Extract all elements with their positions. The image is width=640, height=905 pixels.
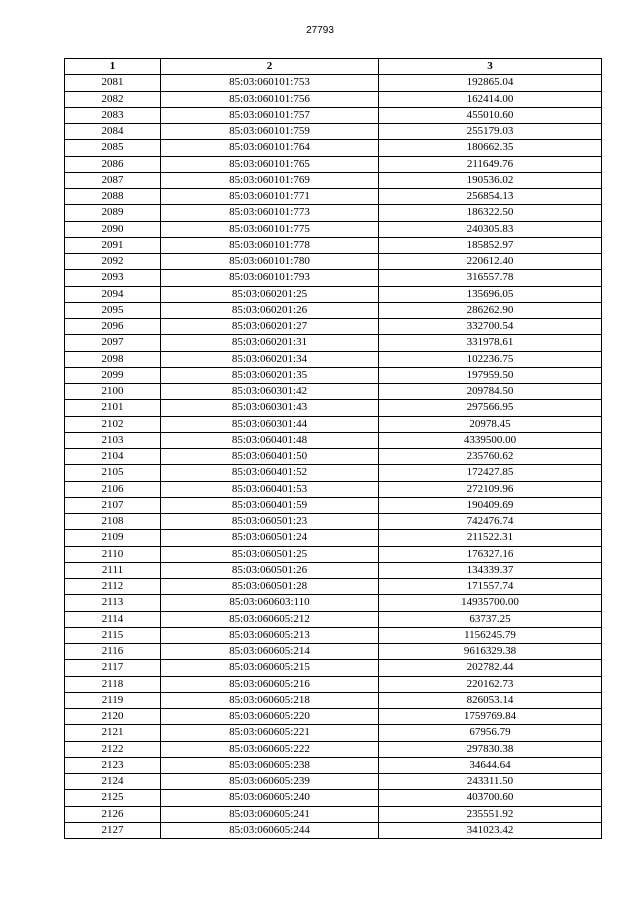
cadastral-number-cell: 85:03:060605:220: [161, 709, 379, 725]
table-row: [65, 481, 602, 497]
row-number-cell: 2111: [65, 562, 161, 578]
row-number-cell: 2113: [65, 595, 161, 611]
table-row: [65, 562, 602, 578]
cadastral-number-cell: 85:03:060401:53: [161, 481, 379, 497]
cadastral-number-cell: 85:03:060605:212: [161, 611, 379, 627]
value-cell: 4339500.00: [379, 432, 602, 448]
cadastral-number-cell: 85:03:060201:27: [161, 319, 379, 335]
row-number-cell: 2103: [65, 432, 161, 448]
row-number-cell: 2097: [65, 335, 161, 351]
cadastral-number-cell: 85:03:060501:23: [161, 514, 379, 530]
cadastral-number-cell: 85:03:060605:221: [161, 725, 379, 741]
table-row: [65, 822, 602, 838]
row-number-cell: 2119: [65, 692, 161, 708]
value-cell: 455010.60: [379, 107, 602, 123]
row-number-cell: 2090: [65, 221, 161, 237]
row-number-cell: 2126: [65, 806, 161, 822]
value-cell: 102236.75: [379, 351, 602, 367]
table-row: [65, 270, 602, 286]
cadastral-number-cell: 85:03:060401:48: [161, 432, 379, 448]
row-number-cell: 2118: [65, 676, 161, 692]
row-number-cell: 2098: [65, 351, 161, 367]
value-cell: 9616329.38: [379, 644, 602, 660]
row-number-cell: 2084: [65, 124, 161, 140]
row-number-cell: 2088: [65, 189, 161, 205]
cadastral-number-cell: 85:03:060101:793: [161, 270, 379, 286]
value-cell: 190536.02: [379, 172, 602, 188]
cadastral-number-cell: 85:03:060401:52: [161, 465, 379, 481]
value-cell: 14935700.00: [379, 595, 602, 611]
row-number-cell: 2123: [65, 757, 161, 773]
value-cell: 134339.37: [379, 562, 602, 578]
row-number-cell: 2104: [65, 449, 161, 465]
value-cell: 34644.64: [379, 757, 602, 773]
table-row: [65, 172, 602, 188]
cadastral-number-cell: 85:03:060201:34: [161, 351, 379, 367]
value-cell: 172427.85: [379, 465, 602, 481]
table-row: [65, 595, 602, 611]
row-number-cell: 2087: [65, 172, 161, 188]
value-cell: 235551.92: [379, 806, 602, 822]
row-number-cell: 2082: [65, 91, 161, 107]
table-row: [65, 400, 602, 416]
cadastral-number-cell: 85:03:060603:110: [161, 595, 379, 611]
table-row: [65, 514, 602, 530]
value-cell: 63737.25: [379, 611, 602, 627]
row-number-cell: 2096: [65, 319, 161, 335]
cadastral-number-cell: 85:03:060101:778: [161, 237, 379, 253]
value-cell: 256854.13: [379, 189, 602, 205]
cadastral-number-cell: 85:03:060101:775: [161, 221, 379, 237]
table-row: [65, 367, 602, 383]
cadastral-number-cell: 85:03:060605:241: [161, 806, 379, 822]
table-row: [65, 465, 602, 481]
table-row: [65, 806, 602, 822]
value-cell: 192865.04: [379, 75, 602, 91]
cadastral-number-cell: 85:03:060501:24: [161, 530, 379, 546]
row-number-cell: 2125: [65, 790, 161, 806]
row-number-cell: 2121: [65, 725, 161, 741]
row-number-cell: 2101: [65, 400, 161, 416]
cadastral-number-cell: 85:03:060201:35: [161, 367, 379, 383]
row-number-cell: 2085: [65, 140, 161, 156]
cadastral-number-cell: 85:03:060605:216: [161, 676, 379, 692]
value-cell: 220162.73: [379, 676, 602, 692]
value-cell: 341023.42: [379, 822, 602, 838]
data-table: [64, 58, 602, 839]
value-cell: 211522.31: [379, 530, 602, 546]
column-header-3: 3: [379, 59, 602, 75]
cadastral-number-cell: 85:03:060101:773: [161, 205, 379, 221]
row-number-cell: 2114: [65, 611, 161, 627]
row-number-cell: 2124: [65, 774, 161, 790]
cadastral-number-cell: 85:03:060201:31: [161, 335, 379, 351]
row-number-cell: 2116: [65, 644, 161, 660]
value-cell: 180662.35: [379, 140, 602, 156]
table-row: [65, 107, 602, 123]
row-number-cell: 2086: [65, 156, 161, 172]
row-number-cell: 2115: [65, 627, 161, 643]
row-number-cell: 2081: [65, 75, 161, 91]
value-cell: 826053.14: [379, 692, 602, 708]
table-row: [65, 124, 602, 140]
row-number-cell: 2108: [65, 514, 161, 530]
table-row: [65, 579, 602, 595]
table-row: [65, 627, 602, 643]
cadastral-number-cell: 85:03:060301:43: [161, 400, 379, 416]
table-row: [65, 237, 602, 253]
value-cell: 209784.50: [379, 384, 602, 400]
table-row: [65, 546, 602, 562]
table-row: [65, 432, 602, 448]
value-cell: 297566.95: [379, 400, 602, 416]
cadastral-number-cell: 85:03:060605:240: [161, 790, 379, 806]
table-header-row: [65, 59, 602, 75]
table-row: [65, 205, 602, 221]
value-cell: 211649.76: [379, 156, 602, 172]
cadastral-number-cell: 85:03:060101:753: [161, 75, 379, 91]
value-cell: 1156245.79: [379, 627, 602, 643]
table-row: [65, 319, 602, 335]
row-number-cell: 2112: [65, 579, 161, 595]
table-row: [65, 221, 602, 237]
table-row: [65, 384, 602, 400]
value-cell: 220612.40: [379, 254, 602, 270]
table-row: [65, 351, 602, 367]
value-cell: 286262.90: [379, 302, 602, 318]
table-row: [65, 676, 602, 692]
cadastral-number-cell: 85:03:060605:239: [161, 774, 379, 790]
table-row: [65, 449, 602, 465]
table-row: [65, 416, 602, 432]
value-cell: 742476.74: [379, 514, 602, 530]
value-cell: 332700.54: [379, 319, 602, 335]
row-number-cell: 2102: [65, 416, 161, 432]
table-row: [65, 790, 602, 806]
column-header-1: 1: [65, 59, 161, 75]
value-cell: 67956.79: [379, 725, 602, 741]
cadastral-number-cell: 85:03:060301:44: [161, 416, 379, 432]
row-number-cell: 2105: [65, 465, 161, 481]
cadastral-number-cell: 85:03:060605:238: [161, 757, 379, 773]
table-row: [65, 774, 602, 790]
row-number-cell: 2110: [65, 546, 161, 562]
cadastral-number-cell: 85:03:060301:42: [161, 384, 379, 400]
cadastral-number-cell: 85:03:060101:764: [161, 140, 379, 156]
table-row: [65, 91, 602, 107]
table-row: [65, 660, 602, 676]
value-cell: 297830.38: [379, 741, 602, 757]
cadastral-number-cell: 85:03:060401:50: [161, 449, 379, 465]
value-cell: 272109.96: [379, 481, 602, 497]
cadastral-number-cell: 85:03:060501:26: [161, 562, 379, 578]
value-cell: 255179.03: [379, 124, 602, 140]
table-row: [65, 302, 602, 318]
table-row: [65, 644, 602, 660]
table-row: [65, 757, 602, 773]
row-number-cell: 2100: [65, 384, 161, 400]
value-cell: 185852.97: [379, 237, 602, 253]
table-row: [65, 335, 602, 351]
cadastral-number-cell: 85:03:060605:214: [161, 644, 379, 660]
value-cell: 316557.78: [379, 270, 602, 286]
table-row: [65, 156, 602, 172]
row-number-cell: 2083: [65, 107, 161, 123]
table-row: [65, 140, 602, 156]
cadastral-number-cell: 85:03:060605:222: [161, 741, 379, 757]
row-number-cell: 2092: [65, 254, 161, 270]
table-row: [65, 611, 602, 627]
cadastral-number-cell: 85:03:060605:213: [161, 627, 379, 643]
row-number-cell: 2117: [65, 660, 161, 676]
row-number-cell: 2093: [65, 270, 161, 286]
value-cell: 403700.60: [379, 790, 602, 806]
table-row: [65, 709, 602, 725]
cadastral-number-cell: 85:03:060101:771: [161, 189, 379, 205]
table-row: [65, 497, 602, 513]
value-cell: 20978.45: [379, 416, 602, 432]
row-number-cell: 2120: [65, 709, 161, 725]
value-cell: 162414.00: [379, 91, 602, 107]
row-number-cell: 2099: [65, 367, 161, 383]
table-row: [65, 254, 602, 270]
row-number-cell: 2091: [65, 237, 161, 253]
value-cell: 176327.16: [379, 546, 602, 562]
cadastral-number-cell: 85:03:060201:25: [161, 286, 379, 302]
cadastral-number-cell: 85:03:060605:218: [161, 692, 379, 708]
value-cell: 1759769.84: [379, 709, 602, 725]
value-cell: 190409.69: [379, 497, 602, 513]
cadastral-number-cell: 85:03:060101:769: [161, 172, 379, 188]
table-row: [65, 692, 602, 708]
value-cell: 240305.83: [379, 221, 602, 237]
column-header-2: 2: [161, 59, 379, 75]
cadastral-number-cell: 85:03:060101:780: [161, 254, 379, 270]
value-cell: 171557.74: [379, 579, 602, 595]
row-number-cell: 2127: [65, 822, 161, 838]
table-row: [65, 741, 602, 757]
row-number-cell: 2122: [65, 741, 161, 757]
cadastral-number-cell: 85:03:060401:59: [161, 497, 379, 513]
cadastral-number-cell: 85:03:060101:756: [161, 91, 379, 107]
cadastral-number-cell: 85:03:060501:25: [161, 546, 379, 562]
value-cell: 331978.61: [379, 335, 602, 351]
cadastral-number-cell: 85:03:060605:244: [161, 822, 379, 838]
cadastral-number-cell: 85:03:060101:759: [161, 124, 379, 140]
cadastral-number-cell: 85:03:060201:26: [161, 302, 379, 318]
cadastral-number-cell: 85:03:060101:765: [161, 156, 379, 172]
table-row: [65, 189, 602, 205]
table-row: [65, 75, 602, 91]
value-cell: 135696.05: [379, 286, 602, 302]
cadastral-number-cell: 85:03:060101:757: [161, 107, 379, 123]
value-cell: 202782.44: [379, 660, 602, 676]
table-row: [65, 530, 602, 546]
page-number: 27793: [306, 25, 334, 36]
value-cell: 197959.50: [379, 367, 602, 383]
row-number-cell: 2109: [65, 530, 161, 546]
table-body: [65, 75, 602, 839]
value-cell: 235760.62: [379, 449, 602, 465]
value-cell: 186322.50: [379, 205, 602, 221]
cadastral-number-cell: 85:03:060501:28: [161, 579, 379, 595]
row-number-cell: 2089: [65, 205, 161, 221]
row-number-cell: 2107: [65, 497, 161, 513]
row-number-cell: 2095: [65, 302, 161, 318]
table-row: [65, 286, 602, 302]
value-cell: 243311.50: [379, 774, 602, 790]
table-row: [65, 725, 602, 741]
row-number-cell: 2106: [65, 481, 161, 497]
row-number-cell: 2094: [65, 286, 161, 302]
cadastral-number-cell: 85:03:060605:215: [161, 660, 379, 676]
